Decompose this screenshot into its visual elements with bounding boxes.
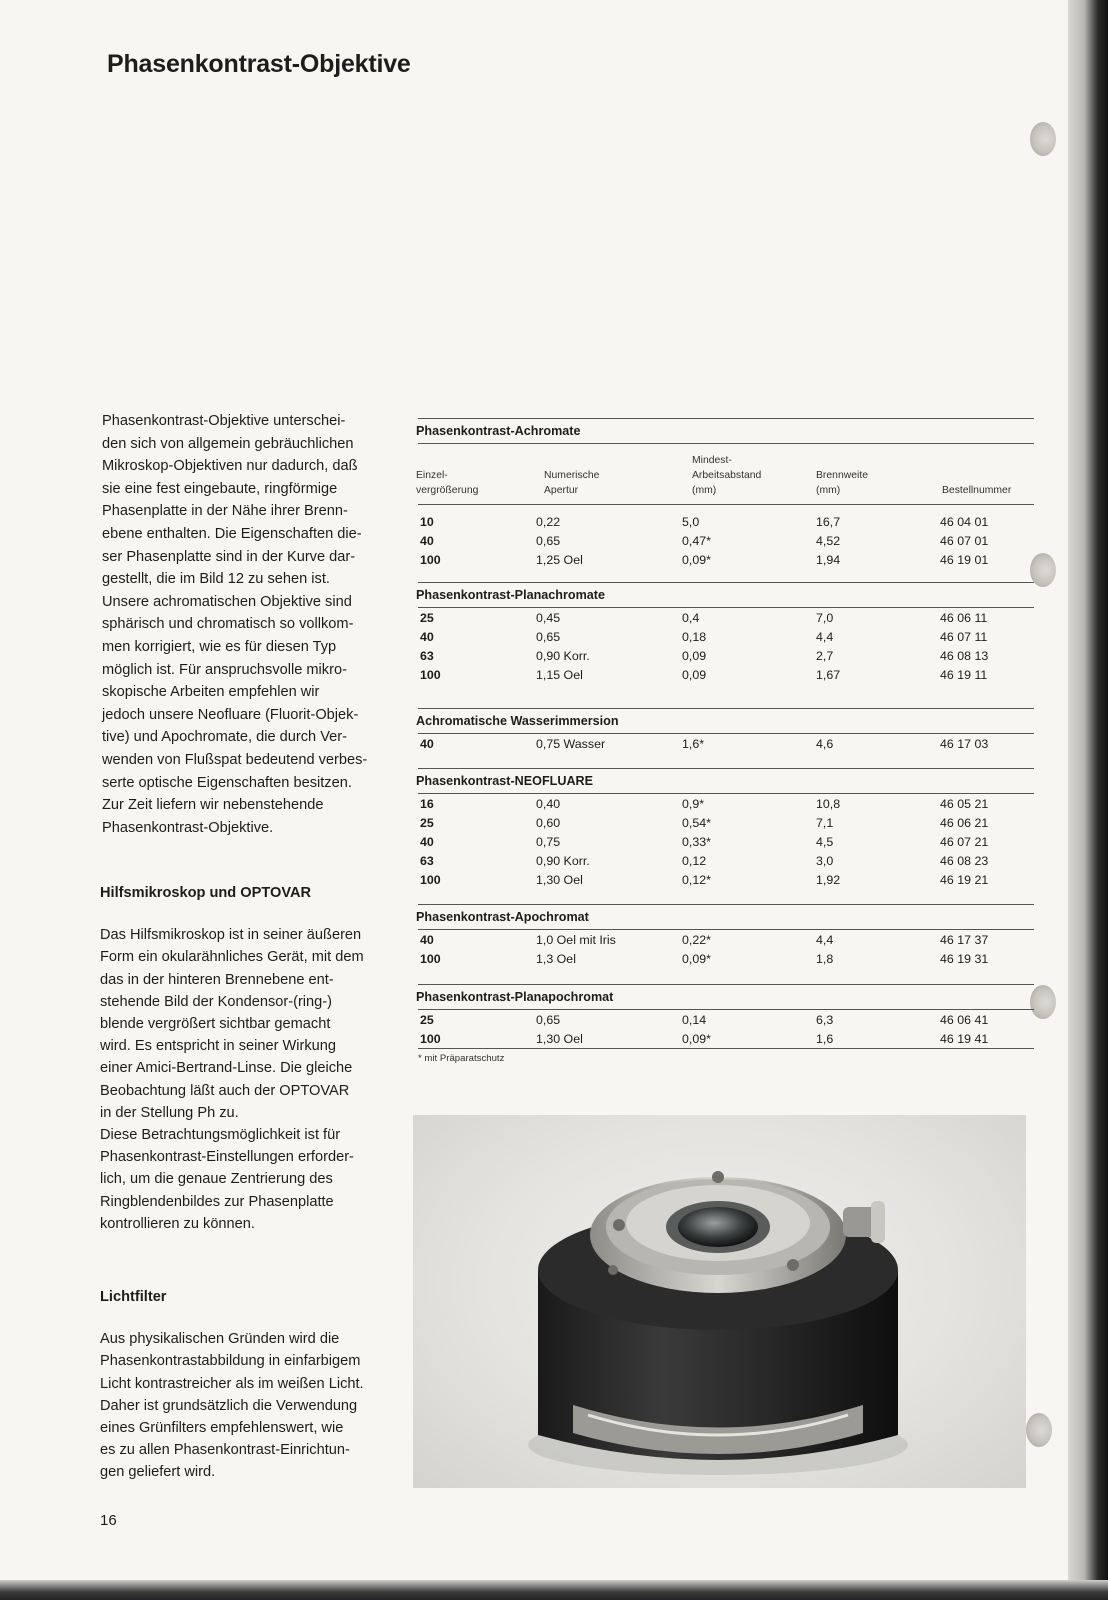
table-cell-abstand: 0,14 <box>682 1013 707 1027</box>
table-section-title: Phasenkontrast-Planapochromat <box>416 990 614 1004</box>
lichtfilter-line: eines Grünfilters empfehlenswert, wie <box>100 1420 344 1437</box>
table-section-title: Phasenkontrast-Planachromate <box>416 588 605 602</box>
section-rule-bottom <box>418 443 1034 444</box>
table-cell-bestell: 46 07 01 <box>940 534 989 548</box>
table-cell-brennweite: 2,7 <box>816 649 834 663</box>
lichtfilter-line: Licht kontrastreicher als im weißen Licht. <box>100 1375 364 1392</box>
intro-line: sie eine fest eingebaute, ringförmige <box>102 480 338 497</box>
table-cell-apertur: 0,45 <box>536 611 561 625</box>
page-edge-right <box>1068 0 1108 1600</box>
page-edge-bottom <box>0 1580 1108 1600</box>
table-header-bestell: Bestellnummer <box>942 485 1012 496</box>
intro-line: Phasenplatte in der Nähe ihrer Brenn- <box>102 503 348 520</box>
table-cell-bestell: 46 05 21 <box>940 797 989 811</box>
table-cell-brennweite: 4,6 <box>816 737 834 751</box>
table-cell-mag: 40 <box>420 737 434 751</box>
intro-line: tive) und Apochromate, die durch Ver- <box>102 729 347 746</box>
product-photo <box>413 1115 1026 1488</box>
table-cell-abstand: 0,12* <box>682 873 711 887</box>
table-cell-mag: 63 <box>420 854 434 868</box>
section-rule-top <box>418 708 1034 709</box>
intro-line: wenden von Flußspat bedeutend verbes- <box>102 751 368 768</box>
page-number: 16 <box>100 1512 117 1529</box>
table-cell-mag: 100 <box>420 952 441 966</box>
table-cell-abstand: 0,18 <box>682 630 707 644</box>
table-cell-abstand: 0,09 <box>682 649 707 663</box>
hilfsmikroskop-line: kontrollieren zu können. <box>100 1215 255 1232</box>
table-cell-bestell: 46 19 11 <box>940 668 988 682</box>
table-cell-mag: 40 <box>420 835 434 849</box>
table-cell-abstand: 0,22* <box>682 933 711 947</box>
intro-line: den sich von allgemein gebräuchlichen <box>102 435 354 452</box>
table-cell-mag: 10 <box>420 515 434 529</box>
hilfsmikroskop-line: Beobachtung läßt auch der OPTOVAR <box>100 1082 350 1099</box>
table-cell-bestell: 46 19 41 <box>940 1032 989 1046</box>
hilfsmikroskop-line: einer Amici-Bertrand-Linse. Die gleiche <box>100 1060 353 1077</box>
intro-line: Unsere achromatischen Objektive sind <box>102 593 352 610</box>
table-cell-mag: 25 <box>420 611 434 625</box>
table-cell-abstand: 0,54* <box>682 816 711 830</box>
table-cell-mag: 100 <box>420 668 441 682</box>
table-cell-apertur: 1,25 Oel <box>536 553 583 567</box>
table-cell-bestell: 46 06 21 <box>940 816 989 830</box>
table-cell-brennweite: 7,0 <box>816 611 834 625</box>
table-cell-brennweite: 4,5 <box>816 835 834 849</box>
section-rule-bottom <box>418 1009 1034 1010</box>
table-cell-brennweite: 3,0 <box>816 854 834 868</box>
section-rule-bottom <box>418 929 1034 930</box>
table-header-brennweite: Brennweite (mm) <box>816 470 868 496</box>
section-rule-bottom <box>418 733 1034 734</box>
punch-hole-1 <box>1030 122 1056 156</box>
intro-line: skopische Arbeiten empfehlen wir <box>102 684 320 701</box>
intro-text <box>102 410 402 839</box>
hilfsmikroskop-line: Ringblendenbildes zur Phasenplatte <box>100 1193 334 1210</box>
section-rule-top <box>418 582 1034 583</box>
table-cell-bestell: 46 17 03 <box>940 737 989 751</box>
intro-line: Phasenkontrast-Objektive unterschei- <box>102 413 346 429</box>
table-cell-mag: 40 <box>420 534 434 548</box>
punch-hole-4 <box>1026 1413 1052 1447</box>
table-cell-abstand: 0,09* <box>682 952 711 966</box>
hilfsmikroskop-line: Phasenkontrast-Einstellungen erforder- <box>100 1149 354 1166</box>
table-cell-apertur: 0,65 <box>536 534 561 548</box>
table-cell-apertur: 0,90 Korr. <box>536 649 590 663</box>
table-rule-end <box>418 1048 1034 1049</box>
table-cell-mag: 40 <box>420 933 434 947</box>
table-cell-apertur: 0,40 <box>536 797 561 811</box>
hilfsmikroskop-line: stehende Bild der Kondensor-(ring-) <box>100 993 333 1010</box>
table-cell-apertur: 0,60 <box>536 816 561 830</box>
table-cell-abstand: 0,12 <box>682 854 707 868</box>
table-cell-bestell: 46 08 13 <box>940 649 989 663</box>
table-cell-bestell: 46 07 11 <box>940 630 988 644</box>
table-section-title: Achromatische Wasserimmersion <box>416 714 619 728</box>
intro-line: jedoch unsere Neofluare (Fluorit-Objek- <box>102 706 359 723</box>
table-cell-bestell: 46 19 01 <box>940 553 989 567</box>
lichtfilter-line: Aus physikalischen Gründen wird die <box>100 1331 340 1348</box>
table-cell-brennweite: 7,1 <box>816 816 834 830</box>
section-heading-hilfsmikroskop: Hilfsmikroskop und OPTOVAR <box>100 885 312 901</box>
table-cell-apertur: 1,30 Oel <box>536 873 583 887</box>
section-rule-bottom <box>418 793 1034 794</box>
table-cell-mag: 100 <box>420 553 441 567</box>
table-cell-apertur: 0,75 <box>536 835 561 849</box>
table-cell-apertur: 1,30 Oel <box>536 1032 583 1046</box>
phase-condenser-image <box>413 1115 1026 1488</box>
table-cell-apertur: 0,65 <box>536 1013 561 1027</box>
intro-line: gestellt, die im Bild 12 zu sehen ist. <box>102 571 330 588</box>
intro-line: ebene enthalten. Die Eigenschaften die- <box>102 525 362 542</box>
intro-line: möglich ist. Für anspruchsvolle mikro- <box>102 661 347 678</box>
table-cell-apertur: 0,22 <box>536 515 561 529</box>
table-cell-mag: 100 <box>420 873 441 887</box>
table-cell-abstand: 0,09* <box>682 553 711 567</box>
table-cell-abstand: 1,6* <box>682 737 705 751</box>
table-cell-apertur: 0,75 Wasser <box>536 737 606 751</box>
hilfsmikroskop-line: blende vergrößert sichtbar gemacht <box>100 1016 331 1033</box>
punch-hole-3 <box>1030 985 1056 1019</box>
intro-line: sphärisch und chromatisch so vollkom- <box>102 616 354 633</box>
table-cell-apertur: 1,15 Oel <box>536 668 583 682</box>
section-lichtfilter <box>100 1286 400 1484</box>
lichtfilter-line: es zu allen Phasenkontrast-Einrichtun- <box>100 1442 350 1459</box>
table-cell-mag: 25 <box>420 816 434 830</box>
intro-line: ser Phasenplatte sind in der Kurve dar- <box>102 548 356 565</box>
hilfsmikroskop-line: Form ein okularähnliches Gerät, mit dem <box>100 949 364 966</box>
table-cell-bestell: 46 06 11 <box>940 611 988 625</box>
table-section-title: Phasenkontrast-Achromate <box>416 424 581 438</box>
table-footnote: * mit Präparatschutz <box>418 1053 505 1064</box>
intro-line: serte optische Eigenschaften besitzen. <box>102 774 352 791</box>
table-cell-mag: 100 <box>420 1032 441 1046</box>
intro-line: Phasenkontrast-Objektive. <box>102 819 274 836</box>
table-header-abstand: Mindest- Arbeitsabstand (mm) <box>692 455 762 496</box>
table-cell-mag: 40 <box>420 630 434 644</box>
table-cell-abstand: 0,4 <box>682 611 700 625</box>
table-cell-bestell: 46 07 21 <box>940 835 989 849</box>
table-cell-brennweite: 4,4 <box>816 630 834 644</box>
table-cell-bestell: 46 06 41 <box>940 1013 989 1027</box>
hilfsmikroskop-line: Diese Betrachtungsmöglichkeit ist für <box>100 1127 341 1144</box>
table-cell-brennweite: 1,67 <box>816 668 841 682</box>
table-cell-bestell: 46 08 23 <box>940 854 989 868</box>
table-cell-brennweite: 4,4 <box>816 933 834 947</box>
hilfsmikroskop-line: in der Stellung Ph zu. <box>100 1104 239 1121</box>
section-rule-top <box>418 984 1034 985</box>
table-cell-brennweite: 1,92 <box>816 873 841 887</box>
table-cell-brennweite: 6,3 <box>816 1013 834 1027</box>
page-title: Phasenkontrast-Objektive <box>107 50 411 78</box>
table-cell-brennweite: 1,94 <box>816 553 841 567</box>
table-cell-bestell: 46 04 01 <box>940 515 989 529</box>
section-heading-lichtfilter: Lichtfilter <box>100 1289 167 1305</box>
section-rule-bottom <box>418 607 1034 608</box>
table-cell-apertur: 0,65 <box>536 630 561 644</box>
table-cell-mag: 25 <box>420 1013 434 1027</box>
intro-line: Mikroskop-Objektiven nur dadurch, daß <box>102 458 358 475</box>
table-cell-abstand: 5,0 <box>682 515 700 529</box>
table-cell-abstand: 0,47* <box>682 534 711 548</box>
table-cell-brennweite: 1,6 <box>816 1032 834 1046</box>
hilfsmikroskop-line: das in der hinteren Brennebene ent- <box>100 971 334 988</box>
table-cell-apertur: 1,0 Oel mit Iris <box>536 933 616 947</box>
table-cell-apertur: 0,90 Korr. <box>536 854 590 868</box>
section-rule-top <box>418 768 1034 769</box>
header-rule <box>418 504 1034 505</box>
hilfsmikroskop-line: lich, um die genaue Zentrierung des <box>100 1171 333 1188</box>
table-section-title: Phasenkontrast-Apochromat <box>416 910 589 924</box>
table-cell-bestell: 46 19 31 <box>940 952 989 966</box>
intro-line: men korrigiert, wie es für diesen Typ <box>102 638 337 655</box>
table-header-mag: Einzel- vergrößerung <box>416 470 479 496</box>
table-section-title: Phasenkontrast-NEOFLUARE <box>416 774 594 788</box>
hilfsmikroskop-line: Das Hilfsmikroskop ist in seiner äußeren <box>100 927 362 944</box>
lichtfilter-line: Daher ist grundsätzlich die Verwendung <box>100 1397 358 1414</box>
table-cell-mag: 16 <box>420 797 434 811</box>
table-cell-brennweite: 1,8 <box>816 952 834 966</box>
lichtfilter-line: gen geliefert wird. <box>100 1464 216 1481</box>
table-header-apertur: Numerische Apertur <box>544 470 600 496</box>
table-cell-mag: 63 <box>420 649 434 663</box>
table-cell-brennweite: 16,7 <box>816 515 841 529</box>
table-cell-abstand: 0,09 <box>682 668 707 682</box>
table-cell-abstand: 0,9* <box>682 797 705 811</box>
section-rule-top <box>418 904 1034 905</box>
table-cell-brennweite: 4,52 <box>816 534 841 548</box>
table-cell-brennweite: 10,8 <box>816 797 841 811</box>
table-cell-bestell: 46 17 37 <box>940 933 989 947</box>
table-cell-abstand: 0,33* <box>682 835 711 849</box>
table-cell-apertur: 1,3 Oel <box>536 952 576 966</box>
hilfsmikroskop-line: wird. Es entspricht in seiner Wirkung <box>100 1038 337 1055</box>
section-rule-top <box>418 418 1034 419</box>
lichtfilter-line: Phasenkontrastabbildung in einfarbigem <box>100 1353 361 1370</box>
table-cell-abstand: 0,09* <box>682 1032 711 1046</box>
table-cell-bestell: 46 19 21 <box>940 873 989 887</box>
section-hilfsmikroskop <box>100 882 400 1235</box>
intro-line: Zur Zeit liefern wir nebenstehende <box>102 797 324 814</box>
